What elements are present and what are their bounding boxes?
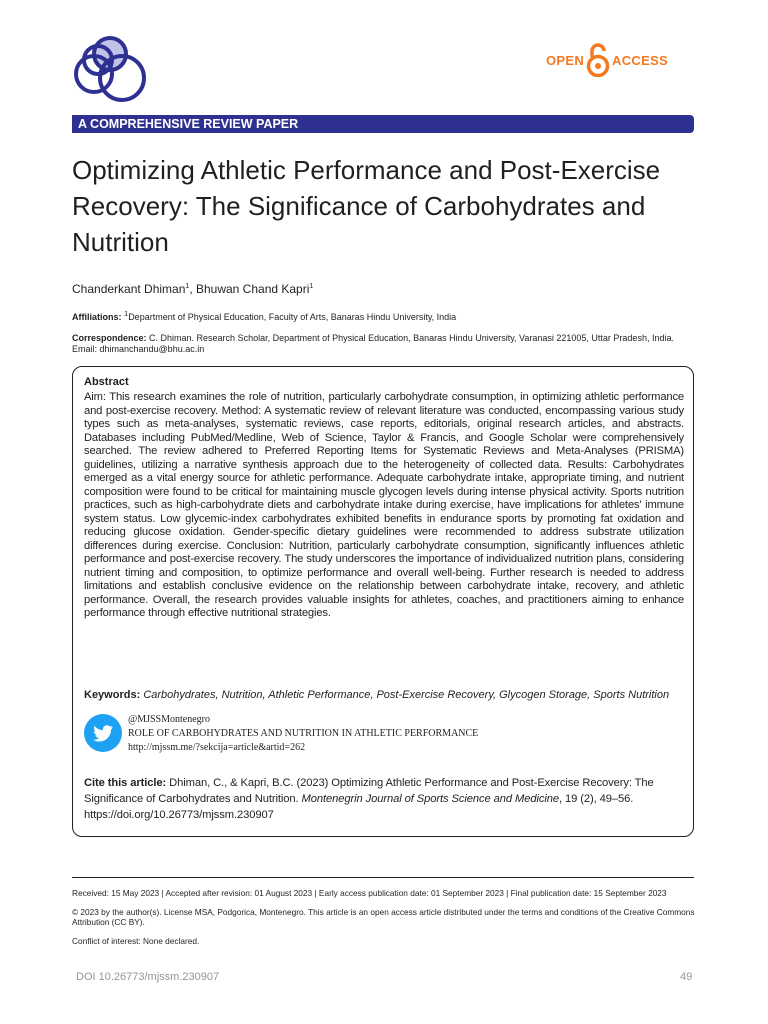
twitter-handle[interactable]: @MJSSMontenegro — [128, 714, 210, 725]
twitter-info — [128, 713, 478, 755]
publication-dates: Received: 15 May 2023 | Accepted after revision: 01 August 2023 | Early access publication date: 01 September 2023 | Final publication date: 15 September 2023 — [72, 888, 667, 898]
footer-divider — [72, 877, 694, 878]
affiliation-text: Department of Physical Education, Faculty of Arts, Banaras Hindu University, India — [128, 312, 457, 322]
author-name: Chanderkant Dhiman — [72, 282, 186, 296]
cite-volume: , 19 (2), 49–56. — [558, 793, 634, 805]
keywords-label: Keywords: — [84, 689, 141, 701]
twitter-link[interactable]: http://mjssm.me/?sekcija=article&artid=262 — [128, 742, 306, 753]
conflict-of-interest: Conflict of interest: None declared. — [72, 936, 200, 946]
open-access-badge — [546, 36, 668, 84]
author-affiliation-marker: 1 — [185, 283, 190, 290]
correspondence-text: C. Dhiman. Research Scholar, Department of Physical Education, Banaras Hindu University, Varanasi 221005, Uttar Pradesh, India. Email: dhimanchandu@bhu.ac.in — [72, 333, 674, 354]
citation — [84, 775, 688, 823]
cite-journal: Montenegrin Journal of Sports Science and Medicine — [301, 793, 559, 805]
abstract-heading: Abstract — [84, 376, 129, 388]
open-access-right: ACCESS — [612, 52, 669, 68]
abstract-text: Aim: This research examines the role of nutrition, particularly carbohydrate consumption, in optimizing athletic performance and post-exercise recovery. Method: A systematic review of relevant literature was conducted, encompassing various study types such as meta-analyses, systematic reviews, case reports, editorials, original research articles, and abstracts. Databases including PubMed/Medline, Web of Science, Taylor & Francis, and Google Scholar were comprehensively searched. The review adhered to Preferred Reporting Items for Systematic Reviews and Meta-Analyses (PRISMA) guidelines, utilizing a narrative synthesis approach due to the heterogeneity of collected data. Results: Carbohydrates emerged as a vital energy source for athletic performance. Adequate carbohydrate intake, appropriate timing, and nutrient composition were found to be critical for maintaining muscle glycogen levels during intense physical activity. Sports nutrition practices, such as high-carbohydrate diets and carbohydrate intake during exercise, have implications for athletes' immune system status. Low glycemic-index carbohydrates exhibited benefits in endurance sports by promoting fat oxidation and reducing glucose oxidation. Gender-specific dietary guidelines were recommended to address substrate utilization differences during exercise. Conclusion: Nutrition, particularly carbohydrate consumption, significantly influences athletic performance and post-exercise recovery. The study underscores the importance of individualized nutrition plans, considering nutrient timing and composition, to optimize performance and overall well-being. Further research is needed to address limitations and establish conclusive evidence on the relationship between carbohydrate intake, recovery, and athletic performance. Overall, the research provides valuable insights for athletes, coaches, and practitioners aiming to enhance performance through effective nutritional strategies. — [84, 391, 684, 619]
author-separator: , — [189, 282, 196, 296]
twitter-bird-icon[interactable] — [84, 714, 122, 752]
affiliations — [72, 309, 456, 322]
keywords — [84, 689, 669, 701]
journal-logo — [72, 30, 156, 110]
article-title: Optimizing Athletic Performance and Post-Exercise Recovery: The Significance of Carbohydrates and Nutrition — [72, 155, 661, 257]
twitter-headline: ROLE OF CARBOHYDRATES AND NUTRITION IN ATHLETIC PERFORMANCE — [128, 728, 479, 739]
license-text: © 2023 by the author(s). License MSA, Podgorica, Montenegro. This article is an open access article distributed under the terms and conditions of the Creative Commons Attribution (CC BY). — [72, 907, 695, 927]
keywords-text: Carbohydrates, Nutrition, Athletic Performance, Post-Exercise Recovery, Glycogen Storage, Sports Nutrition — [143, 689, 670, 701]
cite-label: Cite this article: — [84, 777, 167, 789]
correspondence — [72, 333, 697, 355]
affiliations-label: Affiliations: — [72, 312, 122, 322]
correspondence-label: Correspondence: — [72, 333, 147, 343]
author-affiliation-marker: 1 — [309, 283, 314, 290]
author-name: Bhuwan Chand Kapri — [195, 282, 310, 296]
cite-doi-link[interactable]: https://doi.org/10.26773/mjssm.230907 — [84, 809, 274, 821]
open-access-left: OPEN — [546, 52, 585, 68]
article-type-banner: A COMPREHENSIVE REVIEW PAPER — [72, 115, 694, 133]
page-number: 49 — [680, 971, 693, 983]
open-lock-icon — [586, 43, 610, 77]
cite-text: Dhiman, C., & Kapri, B.C. (2023) Optimizing Athletic Performance and Post-Exercise Recovery: The Significance of Carbohydrates and Nutrition. — [84, 777, 654, 805]
affiliation-marker: 1 — [124, 309, 129, 318]
author-list — [72, 282, 313, 296]
footer-doi[interactable]: DOI 10.26773/mjssm.230907 — [76, 971, 220, 983]
